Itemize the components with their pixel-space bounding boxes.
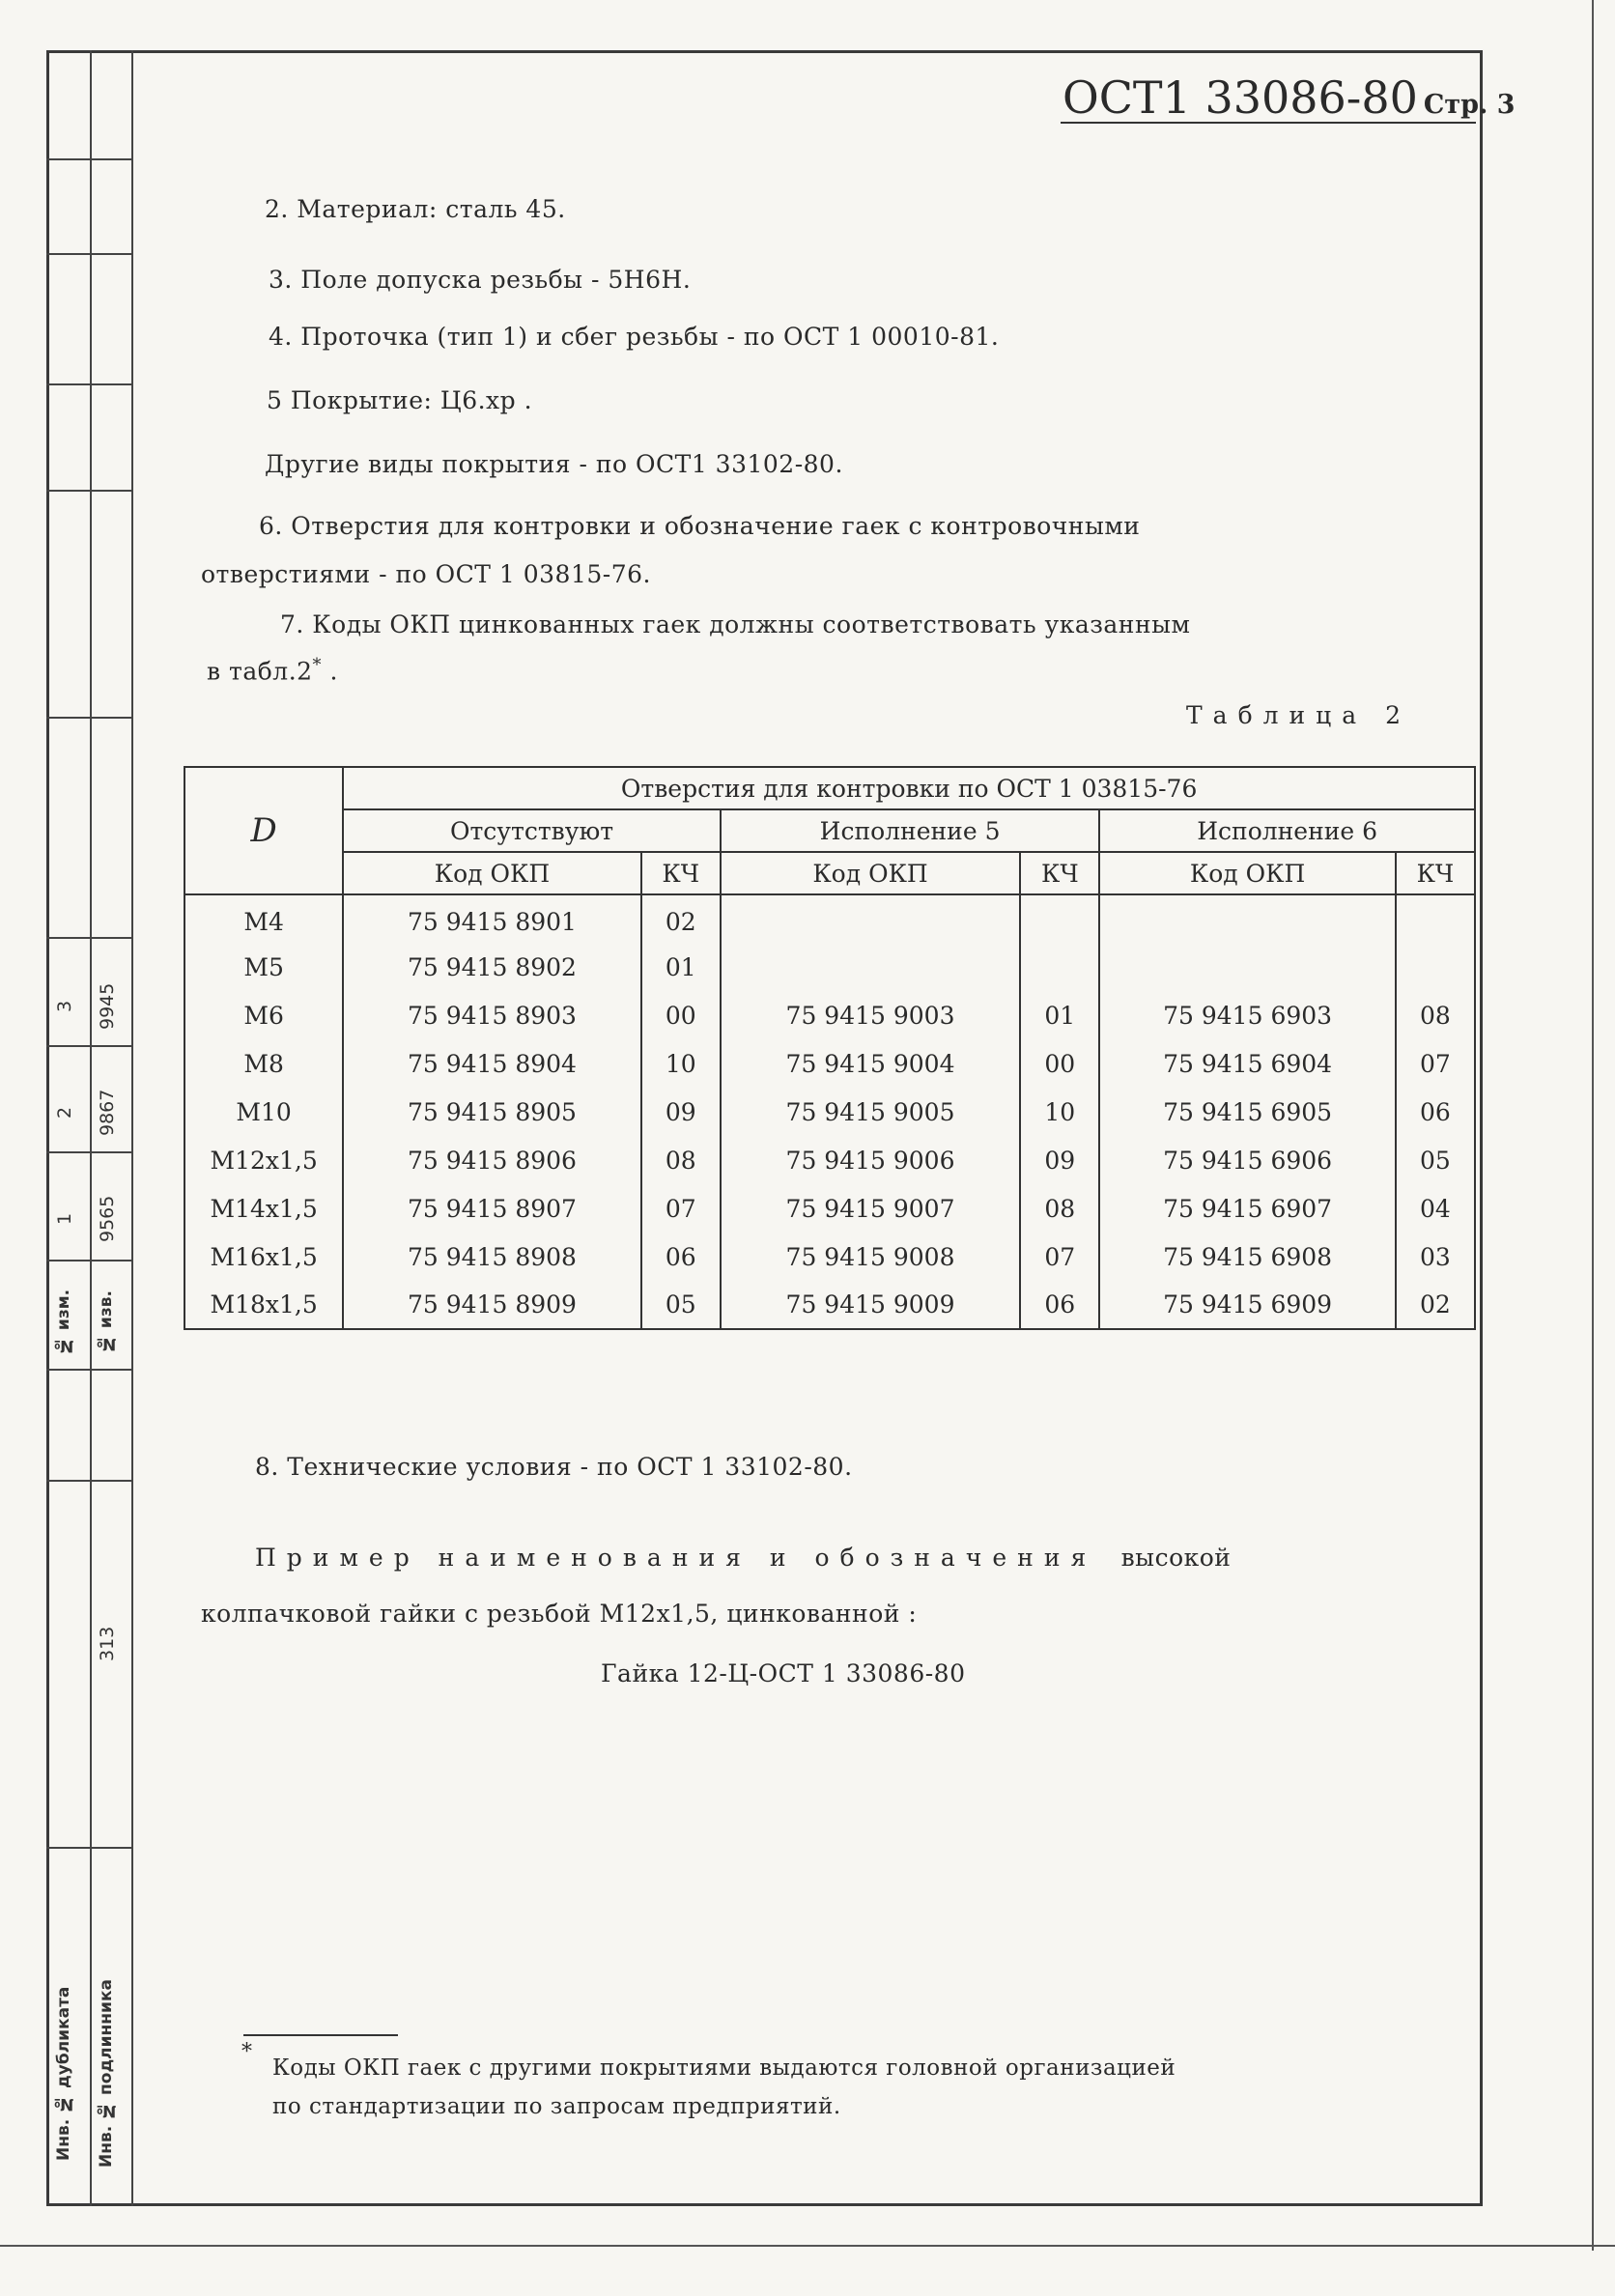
cell-code-v5: 75 9415 9008 [721,1233,1020,1281]
cell-code-v6 [1099,943,1395,991]
cell-kch-absent: 10 [641,1039,721,1088]
cell-d: М8 [184,1039,343,1088]
cell-code-absent: 75 9415 8908 [343,1233,640,1281]
stub-line [46,937,133,939]
cell-kch-absent: 08 [641,1136,721,1184]
cell-kch-v5 [1020,894,1099,943]
item-okp-codes-line2 [207,655,338,685]
cell-code-absent: 75 9415 8904 [343,1039,640,1088]
table-row [184,1136,1475,1184]
cell-kch-v5: 06 [1020,1281,1099,1329]
page-number: Стр. 3 [1423,90,1516,120]
cell-kch-v6 [1396,943,1475,991]
cell-code-v5 [721,943,1020,991]
cell-d: М18х1,5 [184,1281,343,1329]
cell-kch-v5: 08 [1020,1184,1099,1233]
column-header-kch: КЧ [1396,852,1475,894]
cell-kch-v5: 10 [1020,1088,1099,1136]
cell-code-absent: 75 9415 8905 [343,1088,640,1136]
table-row [184,1039,1475,1088]
stub-line [46,383,133,385]
footnote-line2: по стандартизации по запросам предприятий. [272,2094,841,2119]
column-header-d: D [184,767,343,894]
revision-notice: 9945 [97,982,118,1031]
column-header-absent: Отсутствуют [343,809,721,852]
item-other-coatings: Другие виды покрытия - по ОСТ1 33102-80. [265,450,843,478]
duplicate-inventory-label: Инв. № дубликата [54,1986,73,2162]
footnote-line1: Коды ОКП гаек с другими покрытиями выдаются головной организацией [272,2055,1176,2081]
cell-kch-v5: 00 [1020,1039,1099,1088]
cell-d: М16х1,5 [184,1233,343,1281]
standard-number: ОСТ1 33086-80 [1062,71,1418,124]
cell-kch-absent: 06 [641,1233,721,1281]
stub-divider [90,50,92,2206]
cell-code-v6: 75 9415 6905 [1099,1088,1395,1136]
cell-kch-v6: 07 [1396,1039,1475,1088]
cell-d: М14х1,5 [184,1184,343,1233]
stub-line [46,1260,133,1261]
left-stamp-column [46,50,133,2206]
example-heading [255,1544,1231,1572]
revision-number-label: № изм. [54,1289,73,1356]
cell-code-v5: 75 9415 9004 [721,1039,1020,1088]
column-header-okp-code: Код ОКП [343,852,640,894]
revision-number: 3 [54,1000,75,1013]
cell-code-v6: 75 9415 6908 [1099,1233,1395,1281]
cell-kch-v5: 01 [1020,991,1099,1039]
cell-kch-v6: 03 [1396,1233,1475,1281]
column-header-kch: КЧ [641,852,721,894]
revision-notice: 9565 [97,1195,118,1243]
column-header-version-5: Исполнение 5 [721,809,1100,852]
cell-kch-v6 [1396,894,1475,943]
cell-kch-v6: 04 [1396,1184,1475,1233]
cell-kch-absent: 09 [641,1088,721,1136]
scan-edge-right [1592,0,1594,2251]
stub-line [46,717,133,719]
cell-d: М4 [184,894,343,943]
column-header-okp-code: Код ОКП [1099,852,1395,894]
footnote-mark: * [312,655,323,675]
example-description: колпачковой гайки с резьбой М12х1,5, цинкованной : [201,1600,918,1628]
item-locking-holes-line1: 6. Отверстия для контровки и обозначение гаек с контровочными [259,512,1141,540]
cell-code-v6: 75 9415 6909 [1099,1281,1395,1329]
cell-kch-v6: 02 [1396,1281,1475,1329]
table-row [184,1088,1475,1136]
example-heading-end: высокой [1120,1544,1232,1572]
example-designation: Гайка 12-Ц-ОСТ 1 33086-80 [601,1659,966,1687]
cell-kch-v6: 05 [1396,1136,1475,1184]
table-title: Таблица 2 [1186,701,1412,729]
table-row [184,943,1475,991]
cell-code-v5: 75 9415 9003 [721,991,1020,1039]
table-row [184,1233,1475,1281]
stub-line [46,1847,133,1849]
okp-codes-table [184,766,1476,1330]
cell-kch-absent: 02 [641,894,721,943]
revision-number: 2 [54,1106,75,1120]
column-header-version-6: Исполнение 6 [1099,809,1475,852]
stub-line [46,490,133,492]
scan-edge-bottom [0,2245,1615,2247]
revision-notice: 9867 [97,1089,118,1137]
cell-kch-v6: 06 [1396,1088,1475,1136]
cell-d: М12х1,5 [184,1136,343,1184]
stub-line [46,253,133,255]
cell-d: М6 [184,991,343,1039]
cell-d: М10 [184,1088,343,1136]
item-locking-holes-line2: отверстиями - по ОСТ 1 03815-76. [201,560,651,588]
cell-kch-v5: 09 [1020,1136,1099,1184]
item-okp-codes-end: . [322,657,338,686]
cell-code-absent: 75 9415 8909 [343,1281,640,1329]
table-row [184,1184,1475,1233]
cell-kch-v6: 08 [1396,991,1475,1039]
cell-kch-absent: 00 [641,991,721,1039]
footnote-star: * [241,2040,253,2064]
cell-code-absent: 75 9415 8903 [343,991,640,1039]
cell-code-v5: 75 9415 9006 [721,1136,1020,1184]
cell-code-v6: 75 9415 6907 [1099,1184,1395,1233]
stub-divider [131,50,133,2206]
stub-line [46,1151,133,1153]
item-technical-conditions: 8. Технические условия - по ОСТ 1 33102-80. [255,1453,853,1481]
document-header [1062,71,1516,124]
stub-line [46,1480,133,1482]
cell-code-absent: 75 9415 8907 [343,1184,640,1233]
cell-kch-absent: 07 [641,1184,721,1233]
table-row [184,1281,1475,1329]
item-coating: 5 Покрытие: Ц6.хр . [267,386,533,414]
cell-code-v6: 75 9415 6906 [1099,1136,1395,1184]
cell-kch-v5 [1020,943,1099,991]
item-material: 2. Материал: сталь 45. [265,195,566,223]
cell-code-absent: 75 9415 8906 [343,1136,640,1184]
revision-number: 1 [54,1212,75,1226]
column-header-okp-code: Код ОКП [721,852,1020,894]
item-undercut: 4. Проточка (тип 1) и сбег резьбы - по ОСТ 1 00010-81. [269,323,1000,351]
cell-d: М5 [184,943,343,991]
cell-code-absent: 75 9415 8902 [343,943,640,991]
cell-kch-v5: 07 [1020,1233,1099,1281]
revision-notice-label: № изв. [97,1290,116,1354]
stub-line [46,158,133,160]
column-group-header: Отверстия для контровки по ОСТ 1 03815-76 [343,767,1475,809]
cell-kch-absent: 01 [641,943,721,991]
original-inventory-label: Инв. № подлинника [97,1979,116,2168]
cell-code-v5: 75 9415 9009 [721,1281,1020,1329]
item-thread-tolerance: 3. Поле допуска резьбы - 5Н6Н. [269,266,692,294]
header-underline [1061,122,1476,124]
example-heading-text: Пример наименования и обозначения [255,1544,1097,1572]
stub-line [46,1369,133,1371]
cell-code-v6: 75 9415 6903 [1099,991,1395,1039]
cell-kch-absent: 05 [641,1281,721,1329]
cell-code-v6: 75 9415 6904 [1099,1039,1395,1088]
cell-code-v5: 75 9415 9005 [721,1088,1020,1136]
cell-code-v5 [721,894,1020,943]
table-row [184,991,1475,1039]
item-okp-codes-line1: 7. Коды ОКП цинкованных гаек должны соответствовать указанным [280,610,1191,638]
column-header-kch: КЧ [1020,852,1099,894]
cell-code-absent: 75 9415 8901 [343,894,640,943]
cell-code-v5: 75 9415 9007 [721,1184,1020,1233]
footnote-rule [243,2034,398,2036]
inventory-number: 313 [97,1626,118,1662]
table-row [184,894,1475,943]
cell-code-v6 [1099,894,1395,943]
stub-line [46,1045,133,1047]
item-okp-codes-text: в табл.2 [207,657,313,686]
